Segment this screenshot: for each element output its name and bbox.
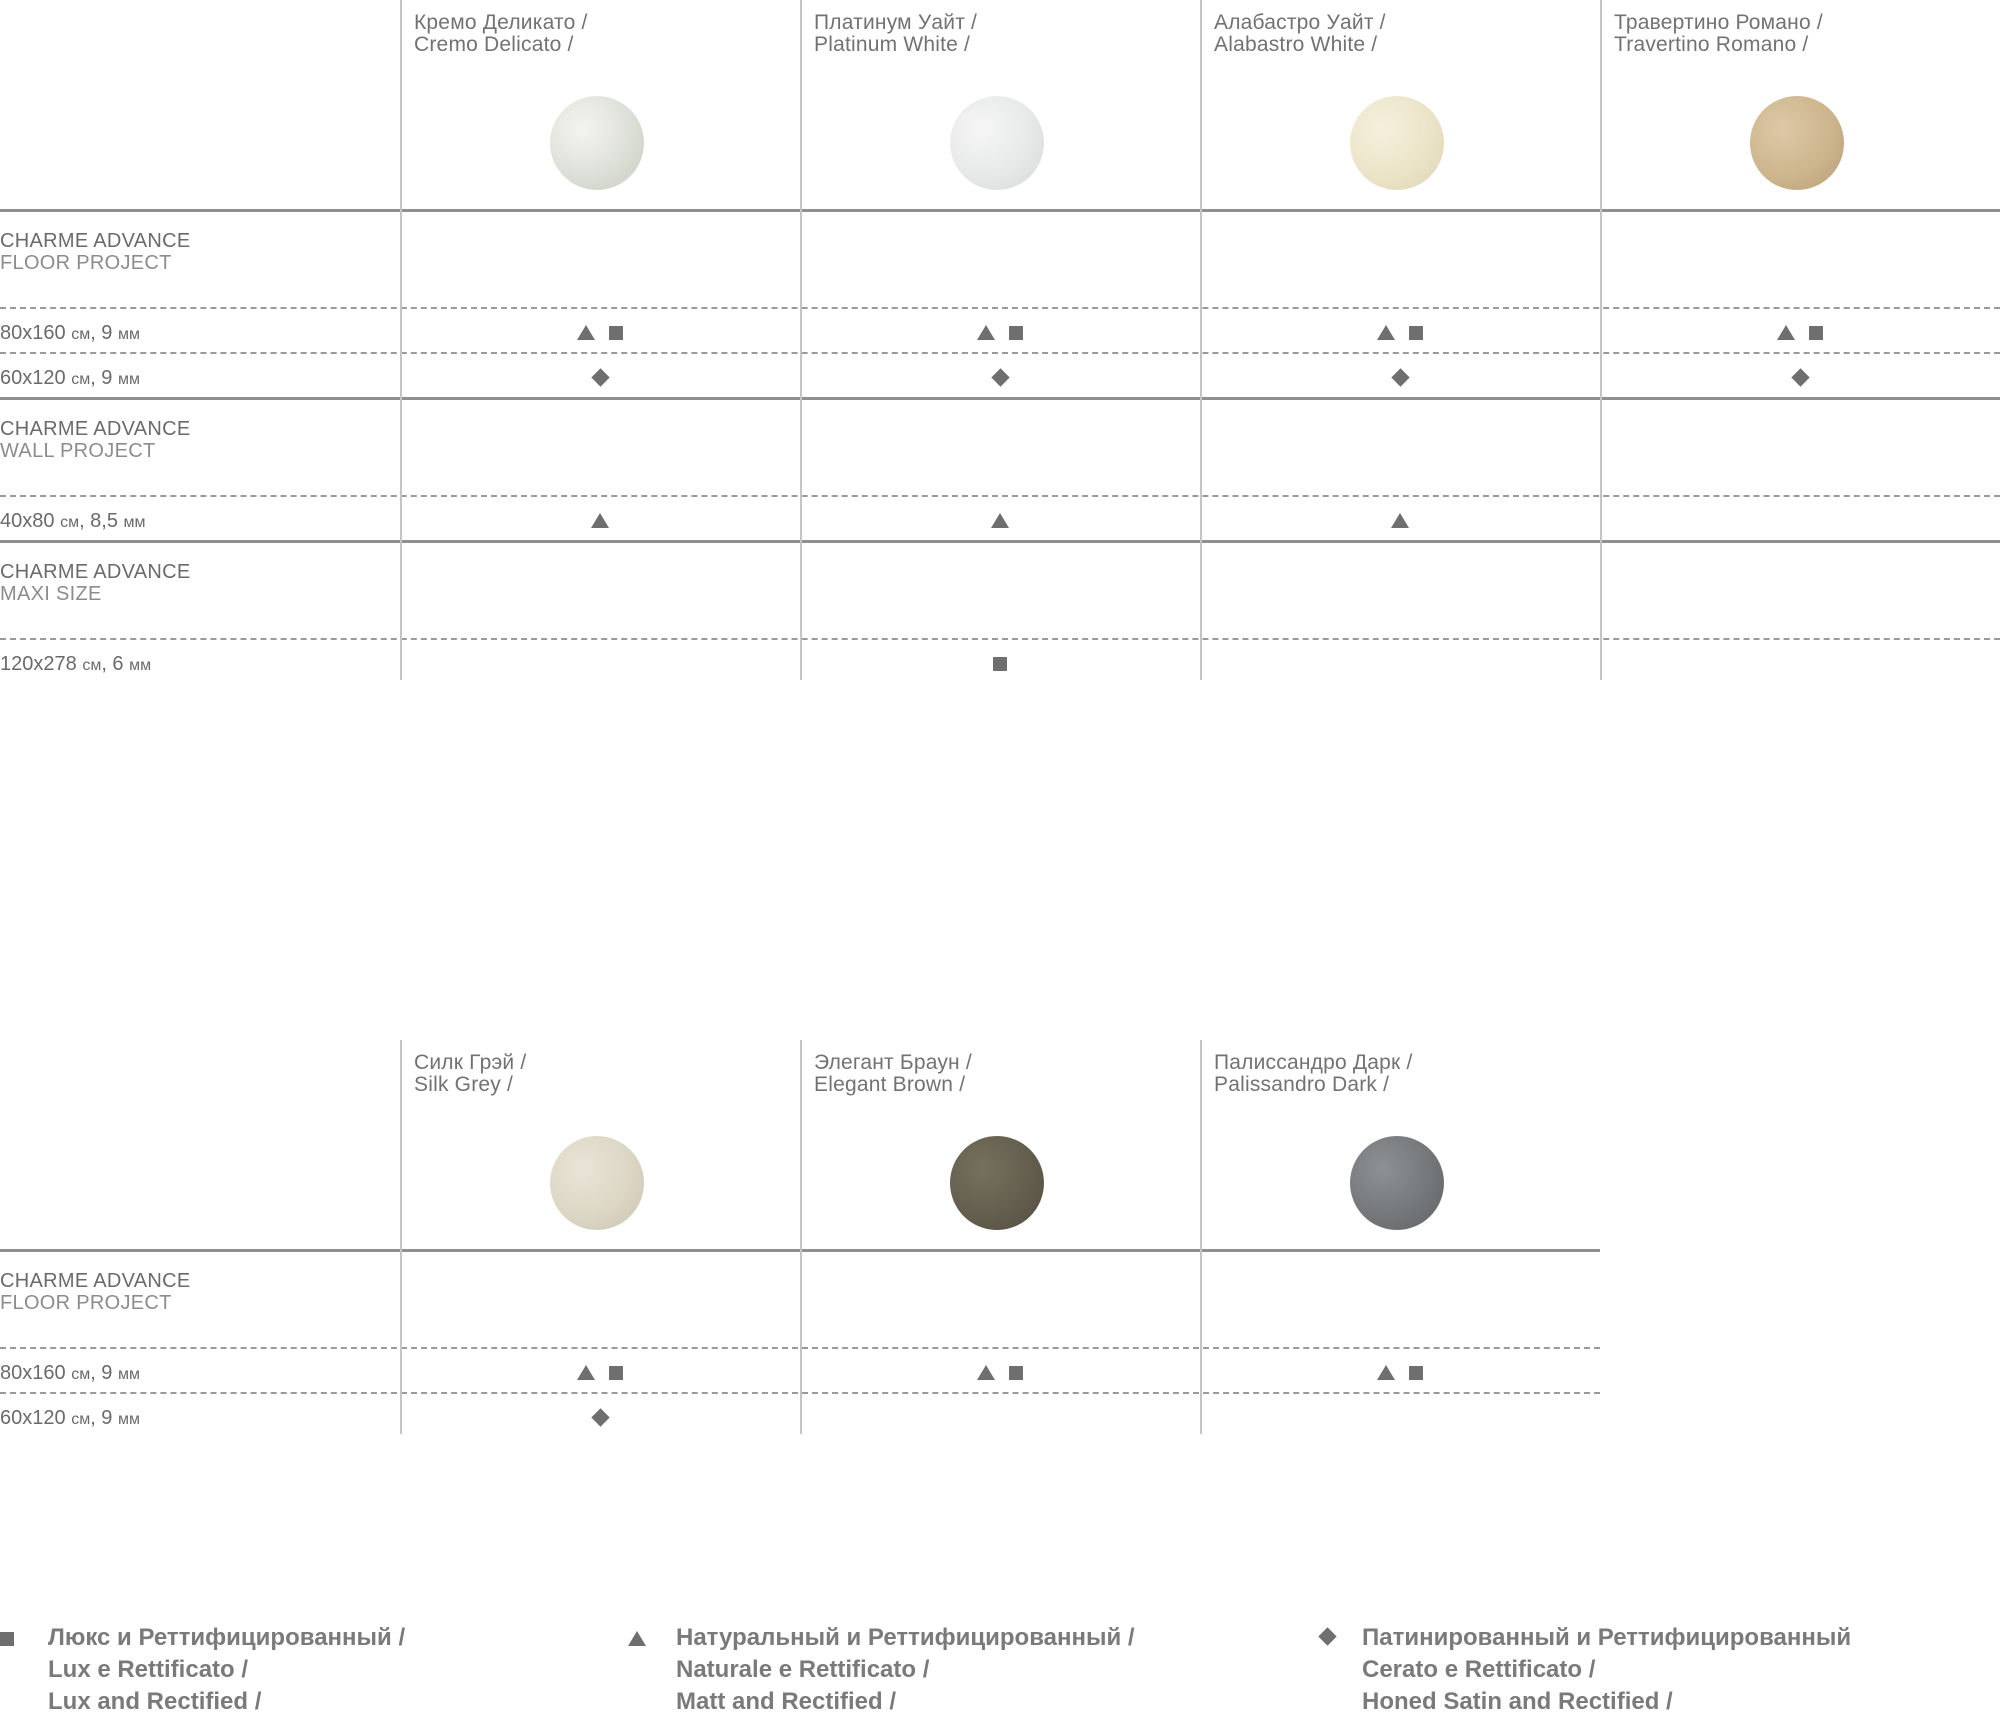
size-unit: см	[71, 1411, 91, 1428]
column-divider	[800, 0, 802, 680]
finish-swatch	[1350, 96, 1444, 190]
finish-name-ru: Алабастро Уайт /	[1214, 11, 1386, 34]
finish-column-header	[800, 0, 1200, 209]
table-header	[0, 0, 2000, 212]
size-dimensions: 60x120	[0, 367, 66, 389]
finish-name	[814, 12, 977, 56]
finish-name-ru: Силк Грэй /	[414, 1051, 527, 1074]
size-unit: см	[60, 514, 80, 531]
size-label	[0, 653, 151, 676]
thickness-unit: мм	[129, 657, 152, 674]
triangle-icon	[577, 1365, 595, 1380]
thickness-unit: мм	[123, 514, 146, 531]
legend-line: Honed Satin and Rectified /	[1362, 1688, 1673, 1715]
finish-name	[1614, 12, 1823, 56]
legend-line: Патинированный и Реттифицированный	[1362, 1624, 1852, 1651]
group-title	[0, 212, 2000, 307]
column-divider	[800, 1040, 802, 1434]
legend-line: Натуральный и Реттифицированный /	[676, 1624, 1135, 1651]
group-title-line2: FLOOR PROJECT	[0, 1292, 172, 1314]
size-label	[0, 367, 140, 390]
availability-cell	[800, 352, 1200, 397]
finish-name-it: Silk Grey /	[414, 1073, 514, 1096]
availability-cell	[400, 307, 800, 352]
size-unit: см	[82, 657, 102, 674]
availability-cell	[800, 495, 1200, 540]
size-dimensions: 80x160	[0, 322, 66, 344]
product-group	[0, 543, 2000, 683]
triangle-icon	[1777, 325, 1795, 340]
finish-swatch	[550, 1136, 644, 1230]
finish-name	[414, 1052, 526, 1096]
size-thickness: , 9	[90, 1407, 113, 1429]
column-divider	[1200, 0, 1202, 680]
finish-column-header	[1200, 0, 1600, 209]
group-title-line2: FLOOR PROJECT	[0, 252, 172, 274]
diamond-icon	[991, 368, 1009, 386]
diamond-icon	[591, 368, 609, 386]
square-icon	[1409, 1366, 1423, 1380]
product-group	[0, 400, 2000, 540]
thickness-unit: мм	[118, 1411, 140, 1428]
finish-name-it: Platinum White /	[814, 33, 971, 56]
finish-column-header	[400, 1040, 800, 1249]
size-row	[0, 495, 2000, 540]
availability-cell	[800, 1347, 1200, 1392]
thickness-unit: мм	[118, 1366, 140, 1383]
triangle-icon	[591, 513, 609, 528]
availability-cell	[1200, 307, 1600, 352]
size-thickness: , 6	[101, 653, 124, 675]
finish-name-ru: Элегант Браун /	[814, 1051, 972, 1074]
group-title-line1: CHARME ADVANCE	[0, 418, 191, 440]
legend-line: Lux and Rectified /	[48, 1688, 262, 1715]
availability-cell	[400, 495, 800, 540]
finish-column-header	[800, 1040, 1200, 1249]
finish-name-ru: Палиссандро Дарк /	[1214, 1051, 1413, 1074]
finish-swatch	[1350, 1136, 1444, 1230]
finish-name	[1214, 12, 1386, 56]
column-divider	[400, 1040, 402, 1434]
size-thickness: , 9	[90, 367, 113, 389]
group-title-line2: MAXI SIZE	[0, 583, 102, 605]
legend-line: Люкс и Реттифицированный /	[48, 1624, 406, 1651]
size-dimensions: 80x160	[0, 1362, 66, 1384]
size-dimensions: 120x278	[0, 653, 77, 675]
finish-table-top	[0, 0, 2000, 683]
thickness-unit: мм	[118, 371, 140, 388]
square-icon	[1009, 326, 1023, 340]
availability-cell	[1600, 352, 2000, 397]
column-divider	[1200, 1040, 1202, 1434]
finish-swatch	[1750, 96, 1844, 190]
group-title-line1: CHARME ADVANCE	[0, 230, 191, 252]
size-label	[0, 510, 146, 533]
size-thickness: , 9	[90, 1362, 113, 1384]
availability-cell	[1600, 495, 2000, 540]
availability-cell	[1600, 307, 2000, 352]
size-label	[0, 1362, 140, 1385]
availability-cell	[1200, 1347, 1600, 1392]
availability-cell	[1200, 352, 1600, 397]
triangle-icon	[991, 513, 1009, 528]
size-row	[0, 307, 2000, 352]
size-dimensions: 60x120	[0, 1407, 66, 1429]
square-icon	[609, 326, 623, 340]
finish-name-it: Palissandro Dark /	[1214, 1073, 1390, 1096]
triangle-icon	[1377, 325, 1395, 340]
triangle-icon	[1377, 1365, 1395, 1380]
group-title	[0, 400, 2000, 495]
finish-name	[1214, 1052, 1413, 1096]
column-divider	[1600, 0, 1602, 680]
square-icon	[993, 657, 1007, 671]
availability-cell	[1600, 638, 2000, 683]
group-title	[0, 543, 2000, 638]
legend-line: Naturale e Rettificato /	[676, 1656, 930, 1683]
finish-name-it: Travertino Romano /	[1614, 33, 1809, 56]
availability-cell	[800, 1392, 1200, 1437]
triangle-icon	[977, 325, 995, 340]
column-divider	[400, 0, 402, 680]
square-icon	[609, 1366, 623, 1380]
availability-cell	[800, 307, 1200, 352]
triangle-icon	[577, 325, 595, 340]
legend-line: Cerato e Rettificato /	[1362, 1656, 1596, 1683]
square-icon	[1809, 326, 1823, 340]
size-unit: см	[71, 371, 91, 388]
size-unit: см	[71, 326, 91, 343]
size-thickness: , 9	[90, 322, 113, 344]
size-row	[0, 638, 2000, 683]
finish-name-ru: Кремо Деликато /	[414, 11, 588, 34]
availability-cell	[400, 1347, 800, 1392]
square-icon	[1409, 326, 1423, 340]
product-group	[0, 212, 2000, 397]
finish-name-ru: Платинум Уайт /	[814, 11, 978, 34]
availability-cell	[400, 352, 800, 397]
finish-column-header	[1600, 0, 2000, 209]
finish-name-ru: Травертино Романо /	[1614, 11, 1823, 34]
legend-line: Lux e Rettificato /	[48, 1656, 249, 1683]
diamond-icon	[1791, 368, 1809, 386]
availability-cell	[800, 638, 1200, 683]
availability-cell	[1200, 638, 1600, 683]
finish-table-bottom	[0, 1040, 1600, 1437]
size-row	[0, 352, 2000, 397]
finish-name-it: Cremo Delicato /	[414, 33, 574, 56]
legend-line: Matt and Rectified /	[676, 1688, 897, 1715]
square-icon	[1009, 1366, 1023, 1380]
diamond-icon	[1318, 1627, 1336, 1645]
finish-swatch	[950, 1136, 1044, 1230]
finish-name-it: Alabastro White /	[1214, 33, 1378, 56]
availability-cell	[400, 1392, 800, 1437]
diamond-icon	[591, 1408, 609, 1426]
finish-name-it: Elegant Brown /	[814, 1073, 966, 1096]
triangle-icon	[977, 1365, 995, 1380]
finish-column-header	[1200, 1040, 1600, 1249]
finish-name	[814, 1052, 972, 1096]
triangle-icon	[1391, 513, 1409, 528]
thickness-unit: мм	[118, 326, 140, 343]
size-thickness: , 8,5	[79, 510, 118, 532]
finish-swatch	[950, 96, 1044, 190]
size-label	[0, 322, 140, 345]
availability-cell	[400, 638, 800, 683]
group-title-line2: WALL PROJECT	[0, 440, 156, 462]
diamond-icon	[1391, 368, 1409, 386]
group-title-line1: CHARME ADVANCE	[0, 1270, 191, 1292]
finish-swatch	[550, 96, 644, 190]
availability-cell	[1200, 1392, 1600, 1437]
finish-column-header	[400, 0, 800, 209]
size-unit: см	[71, 1366, 91, 1383]
availability-cell	[1200, 495, 1600, 540]
triangle-icon	[628, 1631, 646, 1646]
square-icon	[0, 1632, 14, 1646]
size-dimensions: 40x80	[0, 510, 55, 532]
finish-name	[414, 12, 588, 56]
group-title-line1: CHARME ADVANCE	[0, 561, 191, 583]
size-label	[0, 1407, 140, 1430]
